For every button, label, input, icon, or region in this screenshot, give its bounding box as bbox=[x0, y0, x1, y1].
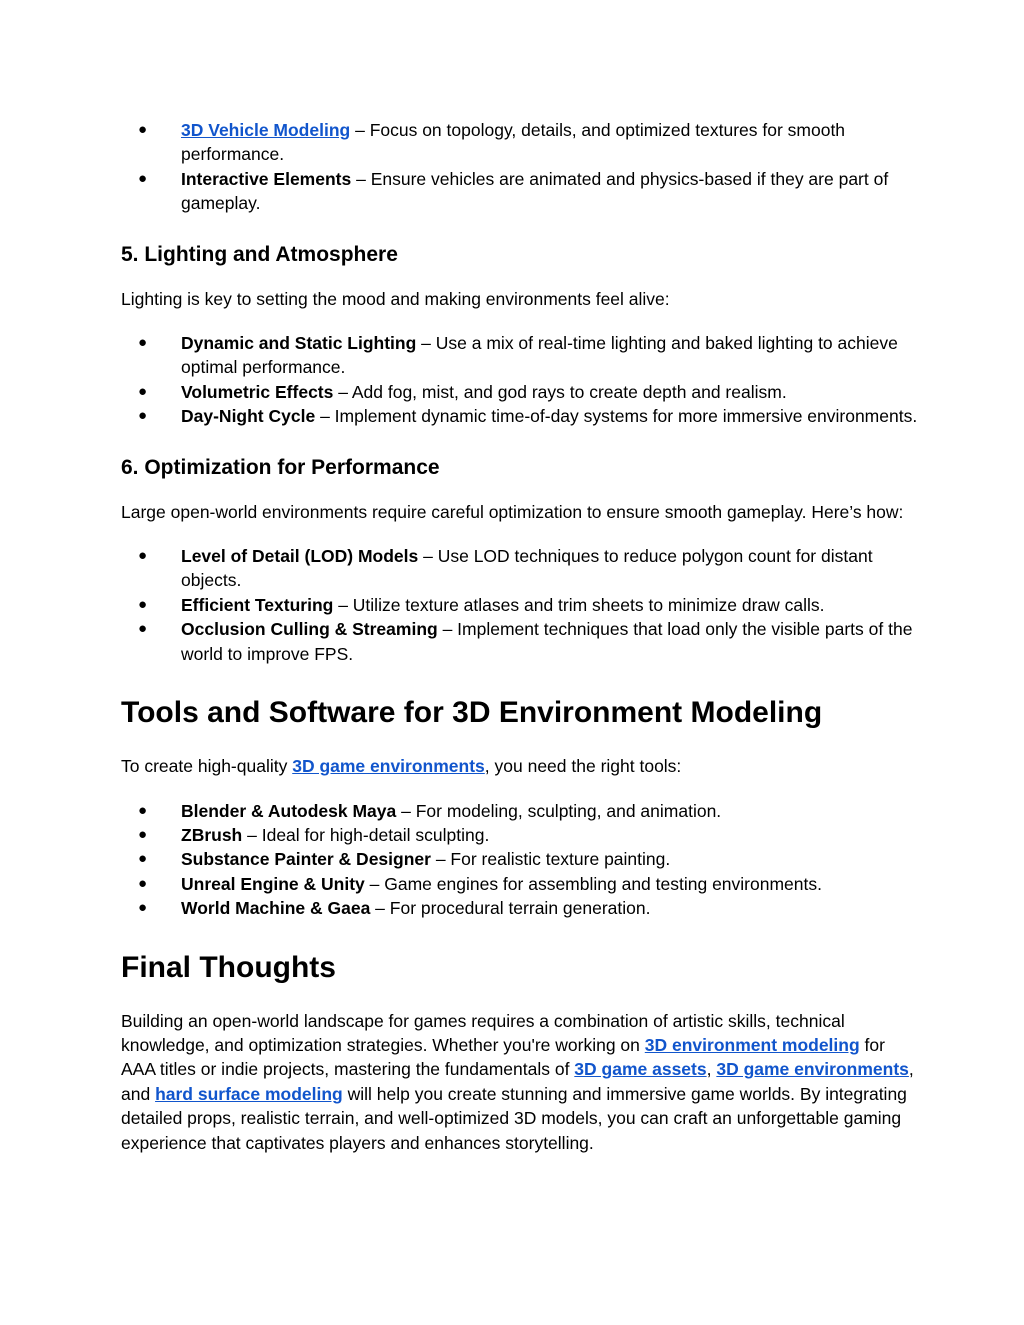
list-item-desc: Ideal for high-detail sculpting. bbox=[261, 824, 490, 845]
dash: – bbox=[416, 333, 436, 354]
dash: – bbox=[351, 168, 371, 189]
bullet-icon: ● bbox=[138, 825, 148, 843]
tools-intro-before: To create high-quality bbox=[121, 756, 293, 777]
link-3d-game-environments-final[interactable]: 3D game environments bbox=[716, 1059, 909, 1080]
bullet-icon: ● bbox=[138, 874, 148, 892]
list-item-title: Level of Detail (LOD) Models bbox=[181, 546, 419, 567]
dash: – bbox=[437, 619, 458, 640]
bullet-icon: ● bbox=[138, 801, 148, 819]
list-item-desc: Add fog, mist, and god rays to create depth and realism. bbox=[351, 381, 787, 402]
list-item-desc: For procedural terrain generation. bbox=[389, 898, 651, 919]
list-item-title: Blender & Autodesk Maya bbox=[181, 800, 397, 821]
bullet-icon: ● bbox=[138, 334, 148, 352]
list-item-desc: Use LOD techniques to reduce polygon count for distant objects. bbox=[181, 546, 873, 591]
list-item bbox=[121, 544, 921, 593]
list-item-desc: Focus on topology, details, and optimized textures for smooth performance. bbox=[181, 120, 846, 165]
bullet-icon: ● bbox=[138, 595, 148, 613]
list-item-desc: For modeling, sculpting, and animation. bbox=[415, 800, 722, 821]
list-item-title: Dynamic and Static Lighting bbox=[181, 333, 417, 354]
list-item bbox=[121, 380, 921, 404]
list-item bbox=[121, 593, 921, 617]
section6-list bbox=[121, 544, 921, 666]
link-3d-vehicle-modeling[interactable]: 3D Vehicle Modeling bbox=[181, 120, 351, 140]
list-item bbox=[121, 617, 921, 666]
list-item-desc: Game engines for assembling and testing environments. bbox=[384, 873, 822, 894]
bullet-icon: ● bbox=[138, 850, 148, 868]
dash: – bbox=[315, 406, 335, 427]
bullet-icon: ● bbox=[138, 169, 148, 187]
link-hard-surface-modeling[interactable]: hard surface modeling bbox=[155, 1083, 343, 1104]
list-item-title: Volumetric Effects bbox=[181, 381, 334, 402]
document-content bbox=[121, 118, 921, 1155]
list-item bbox=[121, 847, 921, 871]
vehicle-list bbox=[121, 118, 921, 216]
dash: – bbox=[333, 594, 353, 615]
list-item-title: Efficient Texturing bbox=[181, 594, 334, 615]
bullet-icon: ● bbox=[138, 547, 148, 565]
bullet-icon: ● bbox=[138, 382, 148, 400]
list-item-title: ZBrush bbox=[181, 824, 243, 845]
final-text-2: for AAA titles or indie projects, mastering the fundamentals of bbox=[121, 1034, 885, 1080]
bullet-icon: ● bbox=[138, 121, 148, 138]
final-text-5: will help you create stunning and immersive game worlds. By integrating detailed props, realistic terrain, and well-optimized 3D models, you can craft an unforgettable gaming experience that captivates players and enhances storytelling. bbox=[121, 1083, 907, 1153]
dash: – bbox=[396, 800, 416, 821]
dash: – bbox=[364, 873, 385, 894]
bullet-icon: ● bbox=[138, 620, 148, 638]
final-text-1: Building an open-world landscape for games requires a combination of artistic skills, technical knowledge, and optimization strategies. Whether you're working on bbox=[121, 1010, 845, 1055]
tools-heading: Tools and Software for 3D Environment Modeling bbox=[121, 696, 823, 730]
list-item bbox=[121, 799, 921, 823]
section5-heading: 5. Lighting and Atmosphere bbox=[121, 242, 398, 266]
list-item-title: World Machine & Gaea bbox=[181, 898, 371, 919]
list-item-desc: Use a mix of real-time lighting and baked lighting to achieve optimal performance. bbox=[181, 333, 898, 378]
link-3d-environment-modeling[interactable]: 3D environment modeling bbox=[644, 1034, 860, 1055]
dash: – bbox=[430, 849, 451, 870]
list-item-title: Substance Painter & Designer bbox=[181, 849, 431, 870]
final-paragraph bbox=[121, 1009, 921, 1155]
list-item-desc: Utilize texture atlases and trim sheets to minimize draw calls. bbox=[352, 594, 825, 615]
bullet-icon: ● bbox=[138, 407, 148, 425]
dash: – bbox=[370, 898, 390, 919]
list-item bbox=[121, 118, 921, 167]
section5-list bbox=[121, 331, 921, 429]
tools-list bbox=[121, 799, 921, 921]
list-item-title: Occlusion Culling & Streaming bbox=[181, 619, 438, 640]
list-item bbox=[121, 167, 921, 216]
list-item bbox=[121, 896, 921, 920]
link-3d-game-assets[interactable]: 3D game assets bbox=[574, 1059, 707, 1080]
section5-intro: Lighting is key to setting the mood and making environments feel alive: bbox=[121, 288, 670, 309]
final-heading: Final Thoughts bbox=[121, 950, 336, 984]
list-item-desc: Ensure vehicles are animated and physics-based if they are part of gameplay. bbox=[181, 168, 889, 214]
section6-intro: Large open-world environments require careful optimization to ensure smooth gameplay. Here’s how: bbox=[121, 501, 904, 522]
dash: – bbox=[242, 824, 262, 845]
link-3d-game-environments[interactable]: 3D game environments bbox=[292, 756, 485, 777]
section6-heading: 6. Optimization for Performance bbox=[121, 455, 440, 479]
tools-intro bbox=[121, 754, 921, 778]
final-text-3: , bbox=[706, 1059, 717, 1080]
list-item bbox=[121, 404, 921, 428]
dash: – bbox=[333, 381, 352, 402]
list-item-title: Day-Night Cycle bbox=[181, 406, 316, 427]
list-item-title: Interactive Elements bbox=[181, 168, 352, 189]
dash: – bbox=[418, 546, 438, 567]
bullet-icon: ● bbox=[138, 899, 148, 917]
list-item bbox=[121, 872, 921, 896]
list-item-desc: Implement techniques that load only the visible parts of the world to improve FPS. bbox=[181, 619, 913, 664]
list-item-desc: Implement dynamic time-of-day systems for more immersive environments. bbox=[334, 406, 918, 427]
list-item-desc: For realistic texture painting. bbox=[450, 849, 671, 870]
list-item bbox=[121, 331, 921, 380]
final-text-4: , and bbox=[121, 1059, 914, 1104]
dash: – bbox=[350, 120, 370, 140]
list-item-title: Unreal Engine & Unity bbox=[181, 873, 365, 894]
tools-intro-after: , you need the right tools: bbox=[484, 756, 682, 777]
list-item bbox=[121, 823, 921, 847]
